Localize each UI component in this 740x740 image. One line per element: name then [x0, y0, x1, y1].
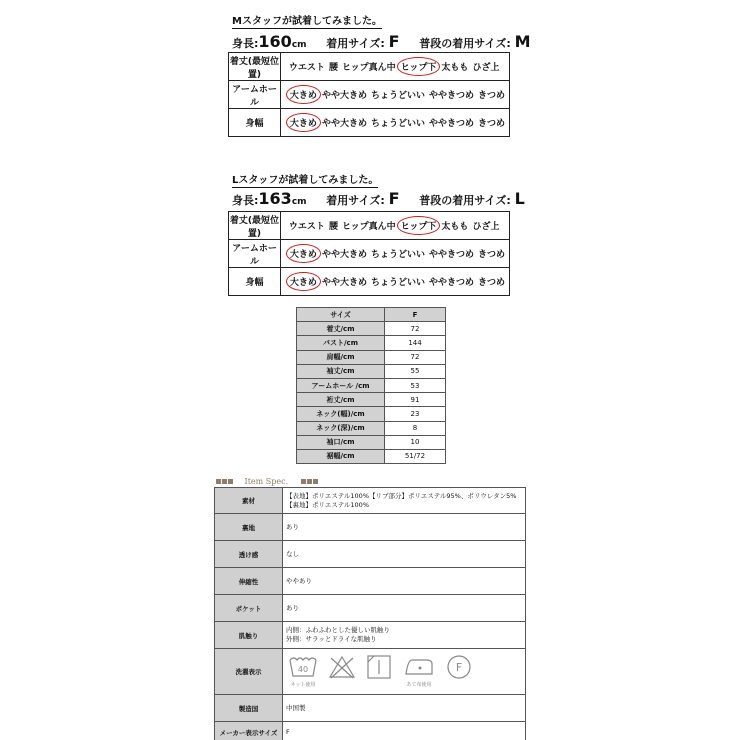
size-row	[297, 336, 446, 350]
spec-value-line: あり	[286, 522, 299, 531]
dry-clean-f-icon	[446, 654, 472, 680]
fit-option: ややきつめ	[428, 250, 474, 260]
fit-option: きつめ	[477, 278, 505, 288]
l-staff-spec-line	[232, 189, 525, 208]
spec-row	[215, 722, 526, 740]
fit-option-selected: 大きめ	[286, 85, 321, 104]
spec-row-value	[283, 622, 526, 649]
fit-option: ちょうどいい	[370, 278, 425, 288]
wash-40-icon	[288, 654, 318, 690]
fit-option: きつめ	[477, 119, 505, 129]
size-row-label: 裄丈/cm	[297, 393, 385, 407]
size-row	[297, 407, 446, 421]
size-row-value: 144	[385, 336, 446, 350]
size-table-header	[297, 308, 446, 322]
fit-option: ちょうどいい	[370, 91, 425, 101]
height-label: 身長:	[232, 37, 259, 50]
worn-size-value: F	[388, 32, 400, 51]
fit-option: ヒップ真ん中	[341, 63, 396, 73]
fit-row-options	[280, 212, 509, 240]
fit-option: きつめ	[477, 91, 505, 101]
fit-row	[229, 81, 510, 109]
line-dry-shade-icon	[366, 654, 392, 680]
spec-row-value	[283, 568, 526, 595]
no-bleach-icon	[328, 654, 356, 680]
item-spec-title: Item Spec.	[244, 476, 289, 486]
fit-option-selected: 大きめ	[286, 113, 321, 132]
size-row	[297, 449, 446, 463]
fit-option: 太もも	[441, 222, 469, 232]
spec-row-label: 裏地	[215, 514, 283, 541]
spec-value-line: あり	[286, 603, 299, 612]
fit-option: ヒップ真ん中	[341, 222, 396, 232]
spec-row-value	[283, 595, 526, 622]
fit-option: ひざ上	[472, 63, 500, 73]
size-row-label: ネック(深)/cm	[297, 421, 385, 435]
spec-row-value	[283, 514, 526, 541]
spec-value-line: 中国製	[286, 703, 306, 712]
size-row	[297, 350, 446, 364]
item-spec-header	[216, 476, 319, 486]
height-value: 160	[258, 32, 292, 51]
size-row	[297, 393, 446, 407]
spec-value-line: 内側：ふわふわとした優しい肌触り	[286, 626, 390, 634]
fit-row	[229, 212, 510, 240]
spec-row-value	[283, 695, 526, 722]
size-row-value: 72	[385, 350, 446, 364]
fit-option: ややきつめ	[428, 119, 474, 129]
fit-row	[229, 268, 510, 296]
fit-row-label: アームホール	[229, 240, 281, 268]
spec-row-label: 製造国	[215, 695, 283, 722]
worn-size-label: 着用サイズ:	[326, 37, 385, 50]
m-staff-title: Mスタッフが試着してみました。	[232, 12, 382, 29]
m-staff-fit-table	[228, 52, 510, 137]
fit-row-label: アームホール	[229, 81, 281, 109]
size-row-label: 肩幅/cm	[297, 350, 385, 364]
fit-row	[229, 240, 510, 268]
size-row-value: 72	[385, 322, 446, 336]
size-row-value: 55	[385, 364, 446, 378]
spec-row-value	[283, 649, 526, 695]
spec-row-value	[283, 722, 526, 740]
fit-option: ウエスト	[288, 222, 325, 232]
worn-size-label: 着用サイズ:	[326, 194, 385, 207]
fit-option: やや大きめ	[321, 250, 367, 260]
spec-row	[215, 695, 526, 722]
height-label: 身長:	[232, 194, 259, 207]
fit-row-options	[280, 240, 509, 268]
fit-option-selected: 大きめ	[286, 244, 321, 263]
spec-row	[215, 514, 526, 541]
size-row	[297, 364, 446, 378]
spec-row-label: 伸縮性	[215, 568, 283, 595]
spec-row-label: メーカー表示サイズ	[215, 722, 283, 740]
spec-row	[215, 488, 526, 514]
spec-value-line: 外側：サラッとドライな肌触り	[286, 635, 377, 643]
fit-option-selected: 大きめ	[286, 272, 321, 291]
size-row-value: 23	[385, 407, 446, 421]
size-row	[297, 378, 446, 392]
fit-option: ひざ上	[472, 222, 500, 232]
size-row-label: 着丈/cm	[297, 322, 385, 336]
size-row-label: アームホール /cm	[297, 378, 385, 392]
size-row-label: バスト/cm	[297, 336, 385, 350]
iron-low-caption: あて布使用	[406, 681, 432, 688]
l-staff-title: Lスタッフが試着してみました。	[232, 171, 378, 188]
size-row-label: 裾幅/cm	[297, 449, 385, 463]
fit-row-options	[280, 81, 509, 109]
spec-row-label: ポケット	[215, 595, 283, 622]
spec-value-line: なし	[286, 549, 299, 558]
usual-size-value: M	[514, 32, 531, 51]
height-value: 163	[258, 189, 292, 208]
size-header-label: サイズ	[297, 308, 385, 322]
fit-row	[229, 109, 510, 137]
spec-value-line: 【表地】ポリエステル100%【リブ部分】ポリエステル95%、ポリウレタン5%	[286, 491, 517, 500]
size-row-value: 91	[385, 393, 446, 407]
fit-option: 腰	[328, 222, 338, 232]
size-table	[296, 307, 446, 464]
fit-option-selected: ヒップ下	[397, 57, 441, 76]
size-row-label: ネック(幅)/cm	[297, 407, 385, 421]
fit-option: ちょうどいい	[370, 250, 425, 260]
size-header-value: F	[385, 308, 446, 322]
fit-row	[229, 53, 510, 81]
size-row-value: 51/72	[385, 449, 446, 463]
fit-option: やや大きめ	[321, 119, 367, 129]
size-row	[297, 435, 446, 449]
usual-size-label: 普段の着用サイズ:	[419, 37, 511, 50]
spec-row-label: 透け感	[215, 541, 283, 568]
spec-row-label: 素材	[215, 488, 283, 514]
size-row-label: 袖丈/cm	[297, 364, 385, 378]
fit-row-options	[280, 109, 509, 137]
spec-row-label: 肌触り	[215, 622, 283, 649]
size-row-value: 53	[385, 378, 446, 392]
fit-row-label: 身幅	[229, 109, 281, 137]
spec-row-value	[283, 488, 526, 514]
m-staff-spec-line	[232, 32, 531, 51]
spec-row-label: 洗濯表示	[215, 649, 283, 695]
iron-low-icon	[402, 654, 436, 690]
height-unit: cm	[291, 40, 307, 50]
fit-option: きつめ	[477, 250, 505, 260]
wash-temp-text: 40	[297, 664, 309, 674]
fit-row-label: 身幅	[229, 268, 281, 296]
spec-row	[215, 649, 526, 695]
fit-option: ややきつめ	[428, 278, 474, 288]
spec-value-line: ややあり	[286, 576, 312, 585]
size-row-label: 袖口/cm	[297, 435, 385, 449]
fit-option-selected: ヒップ下	[397, 216, 441, 235]
fit-row-options	[280, 53, 509, 81]
spec-row	[215, 595, 526, 622]
l-staff-fit-table	[228, 211, 510, 296]
height-unit: cm	[291, 197, 307, 207]
usual-size-label: 普段の着用サイズ:	[419, 194, 511, 207]
dry-clean-letter: F	[455, 660, 463, 674]
worn-size-value: F	[388, 189, 400, 208]
spec-row	[215, 622, 526, 649]
wash-40-caption: ネット使用	[290, 681, 316, 688]
spec-row	[215, 541, 526, 568]
fit-option: ややきつめ	[428, 91, 474, 101]
spec-value-line: 【裏地】ポリエステル100%	[286, 500, 369, 509]
usual-size-value: L	[514, 189, 525, 208]
fit-option: 太もも	[441, 63, 469, 73]
size-row-value: 8	[385, 421, 446, 435]
size-row-value: 10	[385, 435, 446, 449]
item-spec-table	[214, 487, 526, 740]
size-row	[297, 322, 446, 336]
fit-option: ウエスト	[288, 63, 325, 73]
fit-option: やや大きめ	[321, 91, 367, 101]
fit-option: やや大きめ	[321, 278, 367, 288]
fit-option: ちょうどいい	[370, 119, 425, 129]
fit-row-label: 着丈(最短位置)	[229, 53, 281, 81]
fit-option: 腰	[328, 63, 338, 73]
fit-row-label: 着丈(最短位置)	[229, 212, 281, 240]
care-icons	[286, 654, 525, 690]
spec-row-value	[283, 541, 526, 568]
spec-row	[215, 568, 526, 595]
spec-value-line: F	[286, 728, 290, 736]
fit-row-options	[280, 268, 509, 296]
size-row	[297, 421, 446, 435]
